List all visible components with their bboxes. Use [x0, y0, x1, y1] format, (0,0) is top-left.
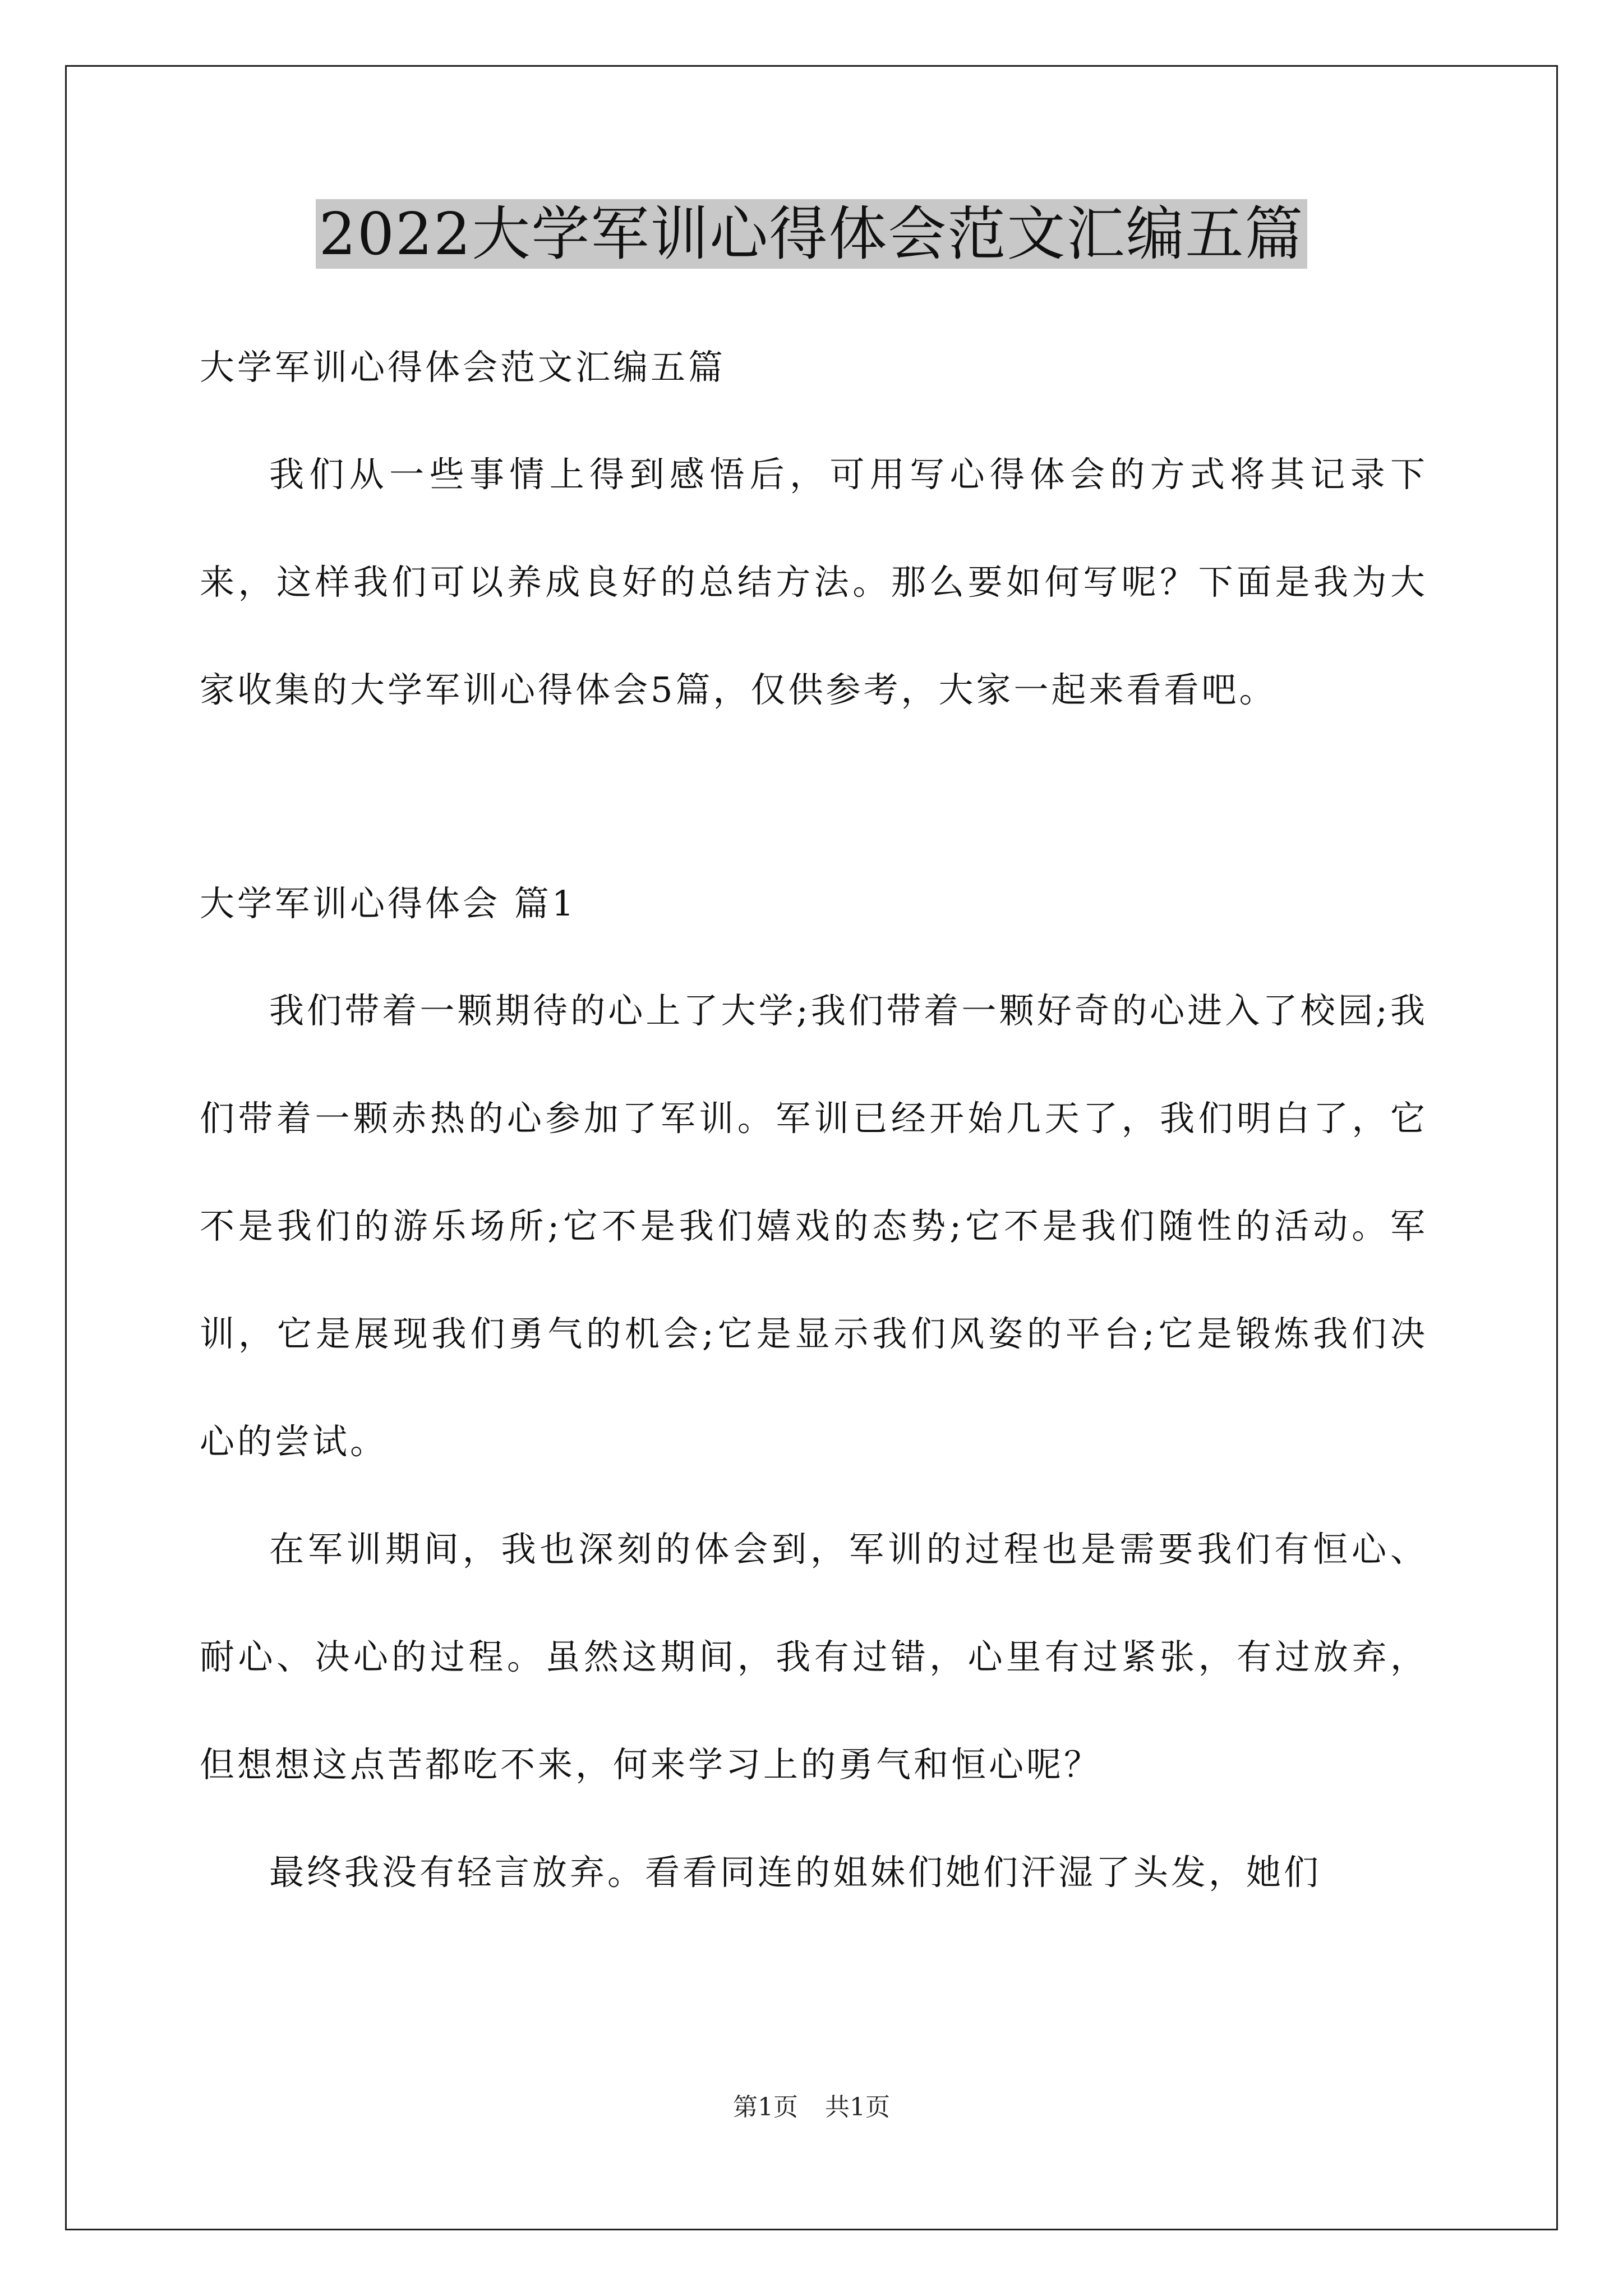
section-spacer [200, 744, 1428, 850]
page-number-current: 第1页 [733, 2093, 798, 2122]
body-paragraph: 在军训期间，我也深刻的体会到，军训的过程也是需要我们有恒心、耐心、决心的过程。虽然这期间，我有过错，心里有过紧张，有过放弃，但想想这点苦都吃不来，何来学习上的勇气和恒心呢？ [200, 1529, 1428, 1785]
document-title-text: 2022大学军训心得体会范文汇编五篇 [316, 199, 1308, 269]
body-paragraph: 我们带着一颗期待的心上了大学;我们带着一颗好奇的心进入了校园;我们带着一颗赤热的心参加了军训。军训已经开始几天了，我们明白了，它不是我们的游乐场所;它不是我们嬉戏的态势;它不是我们随性的活动。军训，它是展现我们勇气的机会;它是显示我们风姿的平台;它是锻炼我们决心的尝试。 [200, 990, 1428, 1462]
body-paragraph: 最终我没有轻言放弃。看看同连的姐妹们她们汗湿了头发，她们 [269, 1852, 1322, 1893]
page-footer [0, 2095, 1623, 2120]
intro-paragraph: 我们从一些事情上得到感悟后，可用写心得体会的方式将其记录下来，这样我们可以养成良好的总结方法。那么要如何写呢？下面是我为大家收集的大学军训心得体会5篇，仅供参考，大家一起来看看吧。 [200, 454, 1428, 710]
document-body [200, 314, 1428, 1926]
document-subtitle: 大学军训心得体会范文汇编五篇 [200, 347, 726, 388]
section-heading: 大学军训心得体会 篇1 [200, 883, 577, 924]
document-title [0, 199, 1623, 269]
page-number-total: 共1页 [825, 2093, 890, 2122]
